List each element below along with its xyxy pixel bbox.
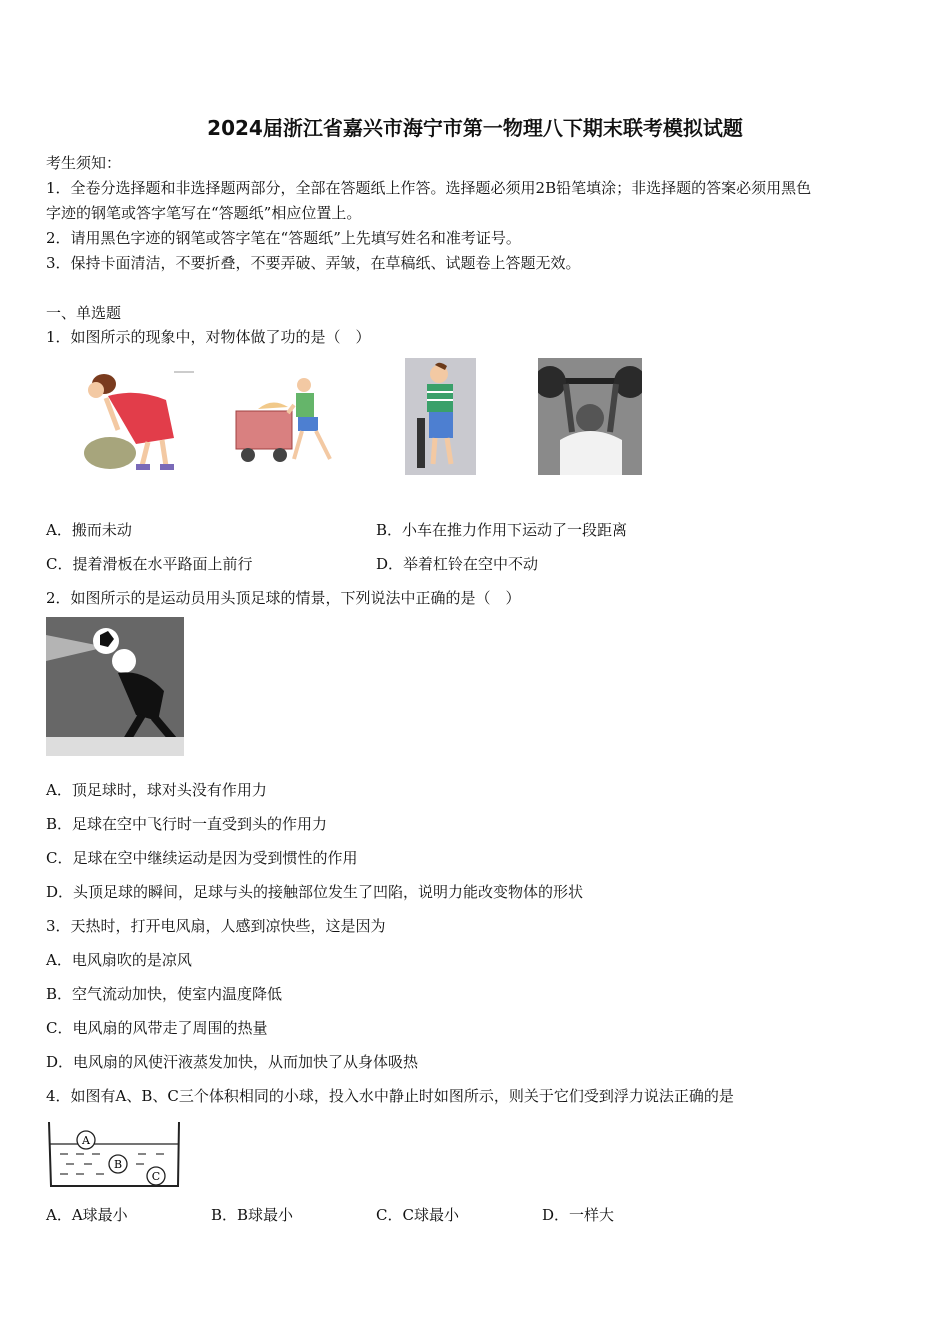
q4-option-a: A．A球最小 bbox=[46, 1206, 128, 1224]
q2-option-b: B．足球在空中飞行时一直受到头的作用力 bbox=[46, 815, 328, 833]
notice-item-2: 2．请用黑色字迹的钢笔或答字笔在“答题纸”上先填写姓名和准考证号。 bbox=[46, 229, 521, 247]
q1-option-c: C．提着滑板在水平路面上前行 bbox=[46, 555, 253, 573]
q1-option-d: D．举着杠铃在空中不动 bbox=[376, 555, 539, 573]
q3-option-c: C．电风扇的风带走了周围的热量 bbox=[46, 1019, 268, 1037]
notice-item-1: 1．全卷分选择题和非选择题两部分，全部在答题纸上作答。选择题必须用2B铅笔填涂；非选择题的答案必须用黑色 bbox=[46, 179, 812, 197]
q4-option-d: D．一样大 bbox=[542, 1206, 615, 1224]
q1-stem: 1．如图所示的现象中，对物体做了功的是（ ） bbox=[46, 328, 371, 346]
q2-option-d: D．头顶足球的瞬间，足球与头的接触部位发生了凹陷，说明力能改变物体的形状 bbox=[46, 883, 584, 901]
notice-item-3: 3．保持卡面清洁，不要折叠，不要弄破、弄皱，在草稿纸、试题卷上答题无效。 bbox=[46, 254, 581, 272]
q4-option-c: C．C球最小 bbox=[376, 1206, 459, 1224]
page-title: 2024届浙江省嘉兴市海宁市第一物理八下期末联考模拟试题 bbox=[207, 116, 743, 140]
q4-figure-water-tank bbox=[46, 1118, 182, 1190]
q1-option-b: B．小车在推力作用下运动了一段距离 bbox=[376, 521, 628, 539]
section-heading: 一、单选题 bbox=[46, 304, 122, 322]
notice-heading: 考生须知： bbox=[46, 154, 122, 172]
q3-option-b: B．空气流动加快，使室内温度降低 bbox=[46, 985, 283, 1003]
q2-option-c: C．足球在空中继续运动是因为受到惯性的作用 bbox=[46, 849, 358, 867]
notice-item-1-cont: 字迹的钢笔或答字笔写在“答题纸”相应位置上。 bbox=[46, 204, 362, 222]
ball-c-label: C bbox=[151, 1170, 161, 1183]
q1-figure-b-cart bbox=[232, 375, 344, 467]
q2-figure-header bbox=[46, 617, 184, 756]
q2-stem: 2．如图所示的是运动员用头顶足球的情景，下列说法中正确的是（ ） bbox=[46, 589, 521, 607]
ball-a-label: A bbox=[82, 1134, 90, 1147]
q2-option-a: A．顶足球时，球对头没有作用力 bbox=[46, 781, 267, 799]
q1-figure-a-lifting bbox=[66, 358, 196, 476]
q4-stem: 4．如图有A、B、C三个体积相同的小球，投入水中静止时如图所示，则关于它们受到浮力说法正确的是 bbox=[46, 1087, 734, 1105]
q1-option-a: A．搬而未动 bbox=[46, 521, 132, 539]
q3-option-a: A．电风扇吹的是凉风 bbox=[46, 951, 192, 969]
q1-figure-c-skateboard bbox=[405, 358, 476, 475]
q3-option-d: D．电风扇的风使汗液蒸发加快，从而加快了从身体吸热 bbox=[46, 1053, 419, 1071]
q3-stem: 3．天热时，打开电风扇，人感到凉快些，这是因为 bbox=[46, 917, 386, 935]
ball-b-label: B bbox=[113, 1158, 123, 1171]
q4-option-b: B．B球最小 bbox=[211, 1206, 294, 1224]
q1-figure-d-barbell bbox=[538, 358, 642, 475]
